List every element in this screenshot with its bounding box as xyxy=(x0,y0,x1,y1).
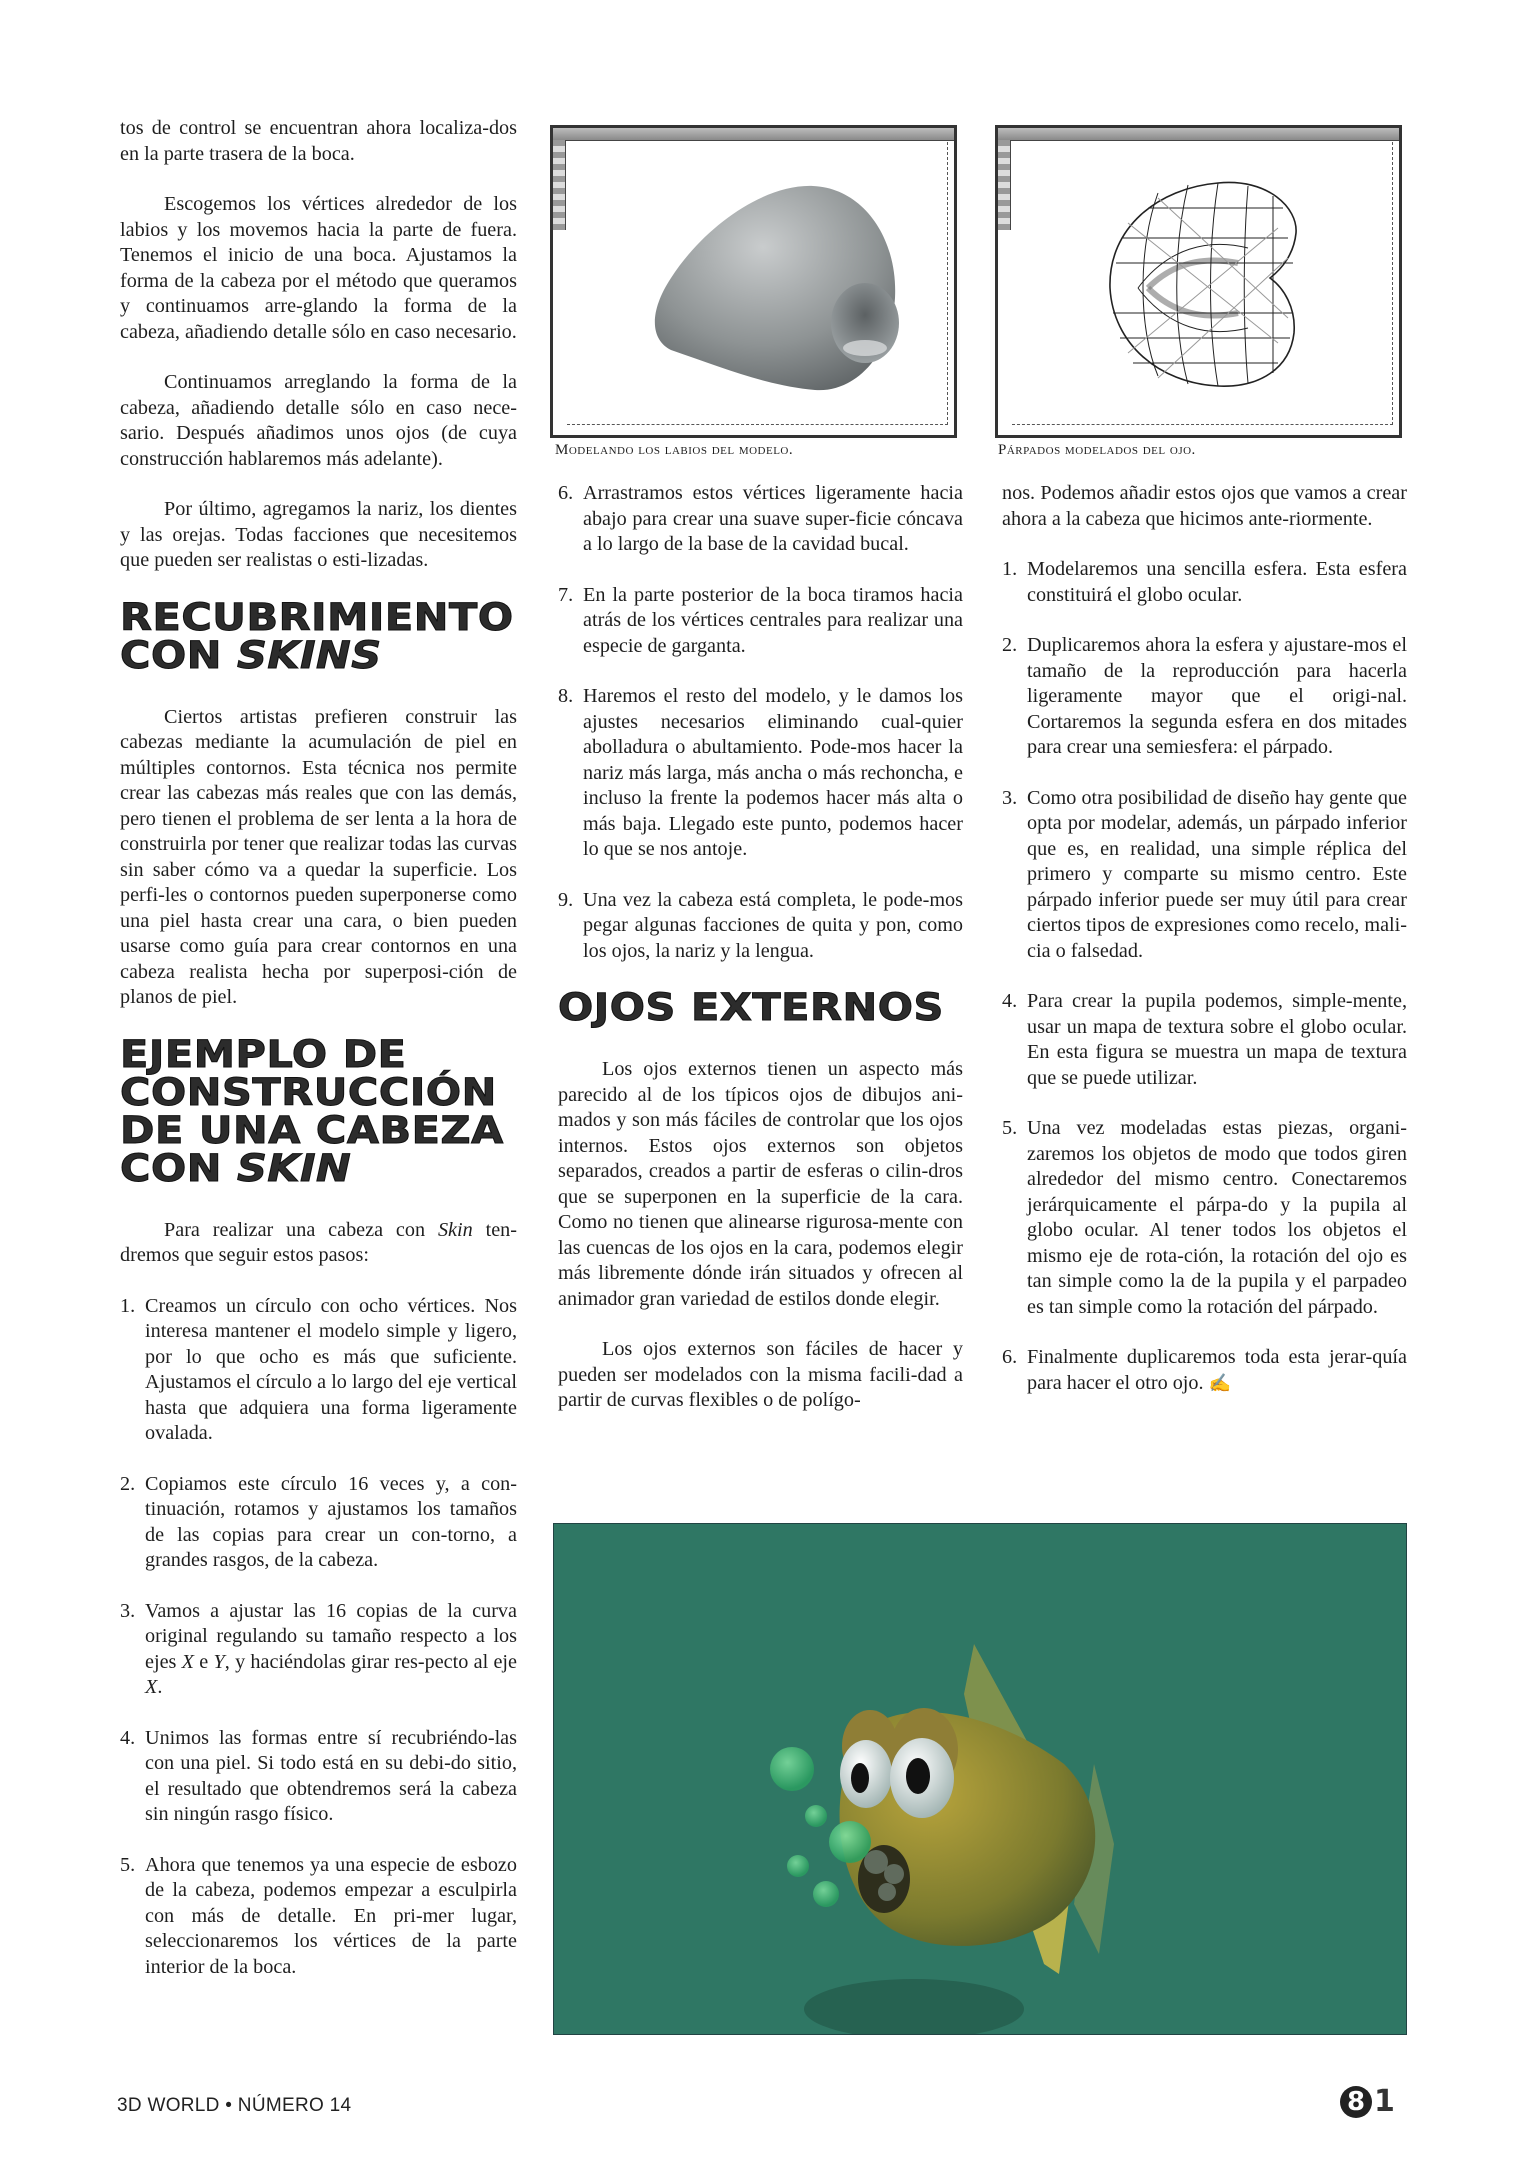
fish-render-image xyxy=(553,1523,1407,2035)
step-text: . xyxy=(157,1676,163,1698)
paragraph: Escogemos los vértices alrededor de los labios y los movemos hacia la parte de fuera. Tenemos el inicio de una boca. Ajustamos la forma de la cabeza por el método que queramos y continuamos arre-glando la forma de la cabeza, añadiendo detalle sólo en caso necesario. xyxy=(120,193,517,343)
step-text: En la parte posterior de la boca tiramos hacia atrás de los vértices centrales para realizar una especie de garganta. xyxy=(583,583,963,657)
step-text: Una vez modeladas estas piezas, organi-zaremos los objetos de modo que todos giren alrededor del mismo centro. Conectaremos jerárquicamente el párpa-do y la pupila al globo ocular. Al tener todos los objetos el mismo eje de rota-ción, la rotación del ojo es tan simple como la de la pupila y el parpadeo es tan simple como la rotación del párpado. xyxy=(1027,1117,1407,1318)
paragraph: Los ojos externos son fáciles de hacer y pueden ser modelados con la misma facili-dad a partir de curvas flexibles o de polígo- xyxy=(558,1338,963,1411)
step-number: 4. xyxy=(1002,990,1018,1012)
step-text: Modelaremos una sencilla esfera. Esta esfera constituirá el globo ocular. xyxy=(1027,558,1407,606)
section-heading-ejemplo xyxy=(120,1032,565,1190)
list-item xyxy=(120,1599,517,1701)
step-number: 2. xyxy=(1002,634,1018,656)
paragraph: nos. Podemos añadir estos ojos que vamos a crear ahora a la cabeza que hicimos ante-riormente. xyxy=(1002,482,1407,530)
axis-var: Y xyxy=(213,1650,225,1673)
step-text: Una vez la cabeza está completa, le pode-mos pegar algunas facciones de quita y pon, como los ojos, la nariz y la lengua. xyxy=(583,888,963,962)
step-number: 6. xyxy=(1002,1346,1018,1368)
steps-list xyxy=(1002,557,1407,1396)
list-item xyxy=(1002,989,1407,1091)
step-text: Arrastramos estos vértices ligeramente hacia abajo para crear una suave super-ficie cóncava a lo largo de la base de la cavidad bucal. xyxy=(583,482,963,555)
list-item xyxy=(1002,1116,1407,1320)
column-2 xyxy=(558,481,963,1439)
fish-illustration-icon xyxy=(554,1524,1406,2034)
steps-list xyxy=(558,481,963,964)
list-item xyxy=(1002,557,1407,608)
page-number-circle: 8 xyxy=(1340,2086,1372,2118)
magazine-footer: 3D WORLD • NÚMERO 14 xyxy=(117,2095,352,2116)
step-number: 3. xyxy=(1002,786,1018,809)
step-text: Duplicaremos ahora la esfera y ajustare-mos el tamaño de la reproducción para hacerla ligeramente mayor que el origi-nal. Cortaremos la segunda esfera en dos mitades para crear una semiesfera: el párpado. xyxy=(1027,634,1407,758)
step-text: Creamos un círculo con ocho vértices. Nos interesa mantener el modelo simple y ligero, por lo que ocho es más que suficiente. Ajustamos el círculo a lo largo del eje vertical hasta que adquiera una forma ligeramente ovalada. xyxy=(145,1294,517,1444)
step-text: Finalmente duplicaremos toda esta jerar-quía para hacer el otro ojo. xyxy=(1027,1346,1407,1394)
figure-shaded-head xyxy=(550,125,957,438)
section-heading-recubrimiento xyxy=(120,595,565,677)
heading-line: RECUBRIMIENTO xyxy=(120,595,514,639)
heading-line: CON xyxy=(120,1146,238,1190)
step-number: 1. xyxy=(120,1294,136,1317)
list-item xyxy=(120,1294,517,1447)
step-number: 1. xyxy=(1002,558,1018,580)
paragraph: Los ojos externos tienen un aspecto más parecido al de los típicos ojos de dibujos ani-mados y son más fáciles de controlar que los ojos internos. Estos ojos externos son objetos separados, creados a partir de esferas o cilin-dros que se superponen en la superficie de la cara. Como no tienen que alinearse rigurosa-mente con las cuencas de los ojos en la cara, podemos elegir más libremente dónde irán situados y ofrecen al animador gran variedad de estilos donde elegir. xyxy=(558,1058,963,1310)
step-number: 4. xyxy=(120,1726,136,1749)
steps-list xyxy=(120,1294,517,1981)
heading-line: CON xyxy=(120,633,238,677)
step-number: 6. xyxy=(558,482,574,504)
list-item xyxy=(120,1853,517,1981)
paragraph xyxy=(120,1218,517,1269)
step-text: e xyxy=(194,1650,214,1673)
axis-var: X xyxy=(145,1676,158,1698)
step-text: Copiamos este círculo 16 veces y, a con-tinuación, rotamos y ajustamos los tamaños de las copias para crear un con-torno, a grandes rasgos, de la cabeza. xyxy=(145,1472,517,1571)
figure-caption: Párpados modelados del ojo. xyxy=(998,442,1196,458)
list-item xyxy=(1002,786,1407,965)
wireframe-model-icon xyxy=(998,128,1399,435)
list-item xyxy=(1002,633,1407,761)
step-text: Como otra posibilidad de diseño hay gente que opta por modelar, además, un párpado inferior que es, en realidad, una simple réplica del primero y comparte su mismo centro. Este párpado inferior puede ser muy útil para crear ciertos tipos de expresiones como recelo, mali-cia o falsedad. xyxy=(1027,786,1407,962)
axis-var: X xyxy=(181,1650,194,1673)
list-item xyxy=(120,1472,517,1574)
heading-italic: SKINS xyxy=(237,633,382,677)
step-text: Ahora que tenemos ya una especie de esbozo de la cabeza, podemos empezar a esculpirla con más de detalle. En pri-mer lugar, seleccionaremos los vértices de la parte interior de la boca. xyxy=(145,1853,517,1978)
heading-line: DE UNA CABEZA xyxy=(120,1108,504,1152)
step-number: 5. xyxy=(120,1853,136,1876)
figure-caption: Modelando los labios del modelo. xyxy=(555,442,794,458)
step-number: 2. xyxy=(120,1472,136,1495)
step-number: 7. xyxy=(558,583,574,606)
text: Para realizar una cabeza con xyxy=(164,1218,438,1241)
paragraph: tos de control se encuentran ahora localiza-dos en la parte trasera de la boca. xyxy=(120,117,517,165)
column-1 xyxy=(120,116,517,2005)
step-text: Vamos a ajustar las 16 copias de la curva original regulando su tamaño respecto a los ejes xyxy=(145,1599,517,1673)
heading-italic: SKIN xyxy=(237,1146,352,1190)
step-number: 8. xyxy=(558,685,574,707)
head-model-icon xyxy=(553,128,954,435)
end-mark-icon: ✍ xyxy=(1208,1372,1232,1393)
step-number: 5. xyxy=(1002,1117,1018,1139)
heading-line: EJEMPLO DE xyxy=(120,1032,407,1076)
text-italic: Skin xyxy=(437,1218,473,1241)
section-heading-ojos-externos: OJOS EXTERNOS xyxy=(558,986,944,1029)
list-item xyxy=(558,481,963,558)
step-text: Para crear la pupila podemos, simple-mente, usar un mapa de textura sobre el globo ocular. En esta figura se muestra un mapa de textura que se puede utilizar. xyxy=(1027,990,1407,1089)
step-text: Haremos el resto del modelo, y le damos los ajustes necesarios eliminando cual-quier abolladura o abultamiento. Pode-mos hacer la nariz más larga, más ancha o más rechoncha, e incluso la frente la podemos hacer más alta o más baja. Llegado este punto, podemos hacer lo que se nos antoje. xyxy=(583,685,963,860)
column-3 xyxy=(1002,481,1407,1421)
step-text: Unimos las formas entre sí recubriéndo-las con una piel. Si todo está en su debi-do sitio, el resultado que obtendremos será la cabeza sin ningún rasgo físico. xyxy=(145,1726,517,1825)
page-number xyxy=(1340,2084,1395,2119)
heading-line: CONSTRUCCIÓN xyxy=(120,1070,497,1114)
text: ten-dremos que seguir estos pasos: xyxy=(120,1218,517,1266)
list-item xyxy=(558,583,963,660)
list-item xyxy=(558,888,963,965)
paragraph: Continuamos arreglando la forma de la cabeza, añadiendo detalle sólo en caso nece-sario. Después añadimos unos ojos (de cuya construcción hablaremos más adelante). xyxy=(120,371,517,470)
step-number: 3. xyxy=(120,1599,136,1622)
paragraph: Ciertos artistas prefieren construir las cabezas mediante la acumulación de piel en múltiples contornos. Esta técnica nos permite crear las cabezas más reales que con las demás, pero tienen el problema de ser lenta a la hora de construirla por tener que realizar todas las curvas sin saber cómo va a quedar la superficie. Los perfi-les o contornos pueden superponerse como una piel hasta crear una cara, o bien pueden usarse como guía para crear contornos en una cabeza realista hecha por superposi-ción de planos de piel. xyxy=(120,705,517,1008)
paragraph: Por último, agregamos la nariz, los dientes y las orejas. Todas facciones que necesitemos que pueden ser realistas o esti-lizadas. xyxy=(120,498,517,571)
list-item xyxy=(120,1726,517,1828)
step-text: , y haciéndolas girar res-pecto al eje xyxy=(224,1650,517,1673)
list-item xyxy=(1002,1345,1407,1396)
list-item xyxy=(558,684,963,863)
page-number-digit: 1 xyxy=(1374,2084,1395,2119)
figure-wireframe-eyelid xyxy=(995,125,1402,438)
step-number: 9. xyxy=(558,888,574,911)
